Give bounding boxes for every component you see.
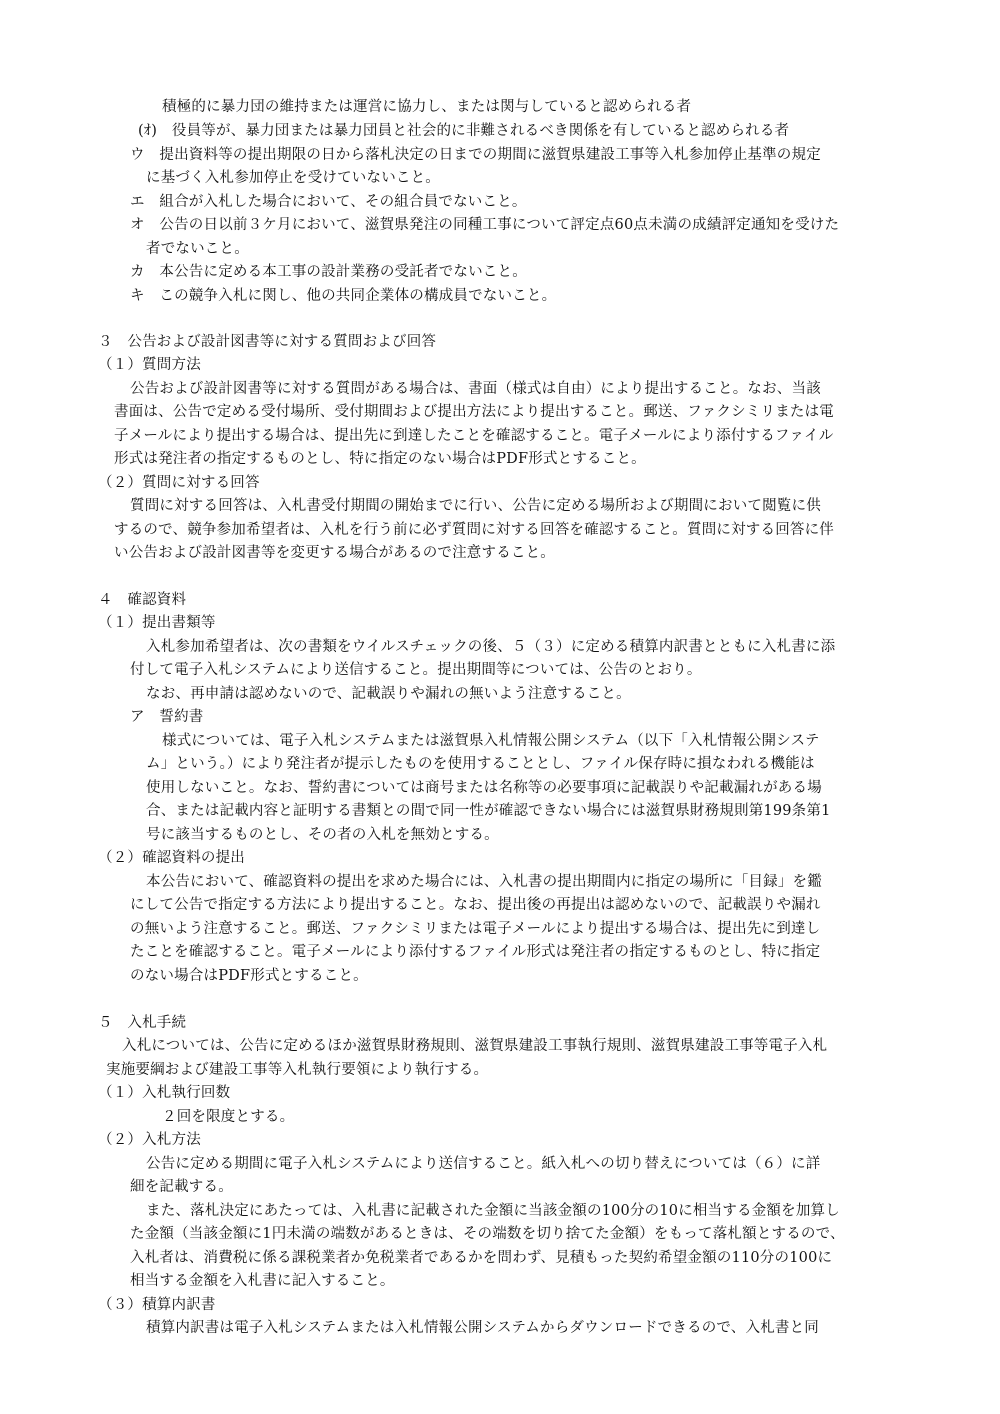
subsection-heading: （３）積算内訳書 <box>98 1297 216 1313</box>
text-line: ム」という。）により発注者が提示したものを使用することとし、ファイル保存時に損なわれる機能は <box>146 756 815 772</box>
section-heading: ５ 入札手続 <box>98 1015 187 1031</box>
text-line: 入札参加希望者は、次の書類をウイルスチェックの後、５（３）に定める積算内訳書とともに入札書に添 <box>146 639 836 655</box>
text-line: なお、再申請は認めないので、記載誤りや漏れの無いよう注意すること。 <box>146 686 631 702</box>
text-line: エ 組合が入札した場合において、その組合員でないこと。 <box>130 194 527 210</box>
text-line: 細を記載する。 <box>130 1179 233 1195</box>
subsection-heading: （１）質問方法 <box>98 357 201 373</box>
text-line: 公告に定める期間に電子入札システムにより送信すること。紙入札への切り替えについては（６）に詳 <box>146 1156 821 1172</box>
text-line: ２回を限度とする。 <box>162 1109 295 1125</box>
subsection-heading: （２）確認資料の提出 <box>98 850 245 866</box>
text-line: にして公告で指定する方法により提出すること。なお、提出後の再提出は認めないので、記載誤りや漏れ <box>130 897 821 913</box>
text-line: 様式については、電子入札システムまたは滋賀県入札情報公開システム（以下「入札情報公開システ <box>162 733 820 749</box>
text-line: また、落札決定にあたっては、入札書に記載された金額に当該金額の100分の10に相当する金額を加算し <box>146 1203 840 1219</box>
text-line: 子メールにより提出する場合は、提出先に到達したことを確認すること。電子メールにより添付するファイル <box>114 428 834 444</box>
text-line: キ この競争入札に関し、他の共同企業体の構成員でないこと。 <box>130 288 557 304</box>
text-line: に基づく入札参加停止を受けていないこと。 <box>146 170 440 186</box>
text-line: たことを確認すること。電子メールにより添付するファイル形式は発注者の指定するものとし、特に指定 <box>130 944 821 960</box>
text-line: 形式は発注者の指定するものとし、特に指定のない場合はPDF形式とすること。 <box>114 451 646 467</box>
text-line: するので、競争参加希望者は、入札を行う前に必ず質問に対する回答を確認すること。質問に対する回答に伴 <box>114 522 835 538</box>
text-line: のない場合はPDF形式とすること。 <box>130 968 368 984</box>
text-line: 積極的に暴力団の維持または運営に協力し、または関与していると認められる者 <box>162 99 692 115</box>
text-line: 本公告において、確認資料の提出を求めた場合には、入札書の提出期間内に指定の場所に「目録」を鑑 <box>146 874 822 890</box>
text-line: 質問に対する回答は、入札書受付期間の開始までに行い、公告に定める場所および期間において閲覧に供 <box>130 498 821 514</box>
subsection-heading: （２）質問に対する回答 <box>98 475 260 491</box>
text-line: た金額（当該金額に1円未満の端数があるときは、その端数を切り捨てた金額）をもって落札額とするので、 <box>130 1226 845 1242</box>
text-line: 書面は、公告で定める受付場所、受付期間および提出方法により提出すること。郵送、ファクシミリまたは電 <box>114 404 835 420</box>
text-line: 付して電子入札システムにより送信すること。提出期間等については、公告のとおり。 <box>130 662 702 678</box>
text-line: 使用しないこと。なお、誓約書については商号または名称等の必要事項に記載誤りや記載漏れがある場 <box>146 780 822 796</box>
text-line: 公告および設計図書等に対する質問がある場合は、書面（様式は自由）により提出すること。なお、当該 <box>130 381 821 397</box>
text-line: 合、または記載内容と証明する書類との間で同一性が確認できない場合には滋賀県財務規則第199条第1 <box>146 803 831 819</box>
text-line: 積算内訳書は電子入札システムまたは入札情報公開システムからダウンロードできるので、入札書と同 <box>146 1320 820 1336</box>
item-heading: ア 誓約書 <box>130 709 204 725</box>
text-line: カ 本公告に定める本工事の設計業務の受託者でないこと。 <box>130 264 527 280</box>
text-line: ウ 提出資料等の提出期限の日から落札決定の日までの期間に滋賀県建設工事等入札参加停止基準の規定 <box>130 147 821 163</box>
text-line: 号に該当するものとし、その者の入札を無効とする。 <box>146 827 499 843</box>
text-line: 者でないこと。 <box>146 241 249 257</box>
text-line: (ｵ) 役員等が、暴力団または暴力団員と社会的に非難されるべき関係を有していると認められる者 <box>138 123 790 139</box>
subsection-heading: （１）提出書類等 <box>98 615 216 631</box>
text-line: 入札については、公告に定めるほか滋賀県財務規則、滋賀県建設工事執行規則、滋賀県建設工事等電子入札 <box>122 1038 828 1054</box>
text-line: の無いよう注意すること。郵送、ファクシミリまたは電子メールにより提出する場合は、提出先に到達し <box>130 921 821 937</box>
text-line: 実施要綱および建設工事等入札執行要領により執行する。 <box>106 1062 489 1078</box>
text-line: オ 公告の日以前３ケ月において、滋賀県発注の同種工事について評定点60点未満の成績評定通知を受けた <box>130 217 840 233</box>
subsection-heading: （２）入札方法 <box>98 1132 201 1148</box>
section-heading: ４ 確認資料 <box>98 592 187 608</box>
text-line: 入札者は、消費税に係る課税業者か免税業者であるかを問わず、見積もった契約希望金額の110分の100に <box>130 1250 833 1266</box>
subsection-heading: （１）入札執行回数 <box>98 1085 231 1101</box>
section-heading: ３ 公告および設計図書等に対する質問および回答 <box>98 334 437 350</box>
text-line: 相当する金額を入札書に記入すること。 <box>130 1273 395 1289</box>
text-line: い公告および設計図書等を変更する場合があるので注意すること。 <box>114 545 555 561</box>
